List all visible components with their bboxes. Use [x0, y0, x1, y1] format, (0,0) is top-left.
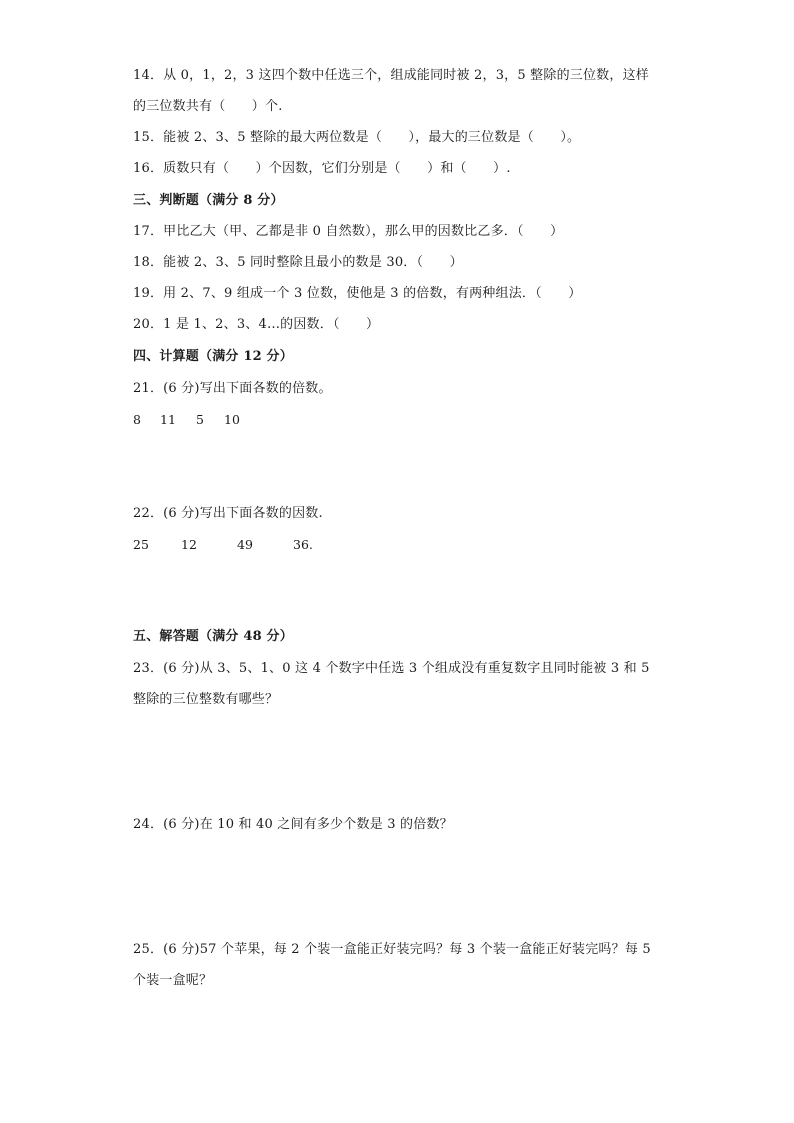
question-23-line-2: 整除的三位整数有哪些？: [133, 692, 279, 707]
question-22: 22．(6 分)写出下面各数的因数.: [133, 506, 323, 521]
section-heading-answers: 五、解答题（满分 48 分）: [133, 629, 293, 644]
question-24: 24．(6 分)在 10 和 40 之间有多少个数是 3 的倍数？: [133, 817, 453, 832]
question-14-line-2: 的三位数共有（ ）个.: [133, 99, 283, 114]
question-25-line-1: 25．(6 分)57 个苹果，每 2 个装一盒能正好装完吗？每 3 个装一盒能正好装完吗？每 5: [133, 942, 651, 957]
q22-number: 12: [181, 537, 197, 552]
section-heading-calculation: 四、计算题（满分 12 分）: [133, 349, 293, 364]
question-25-line-2: 个装一盒呢？: [133, 973, 213, 988]
question-17: 17．甲比乙大（甲、乙都是非 0 自然数），那么甲的因数比乙多．（ ）: [133, 224, 564, 239]
question-15: 15．能被 2、3、5 整除的最大两位数是（ ），最大的三位数是（ ）。: [133, 130, 581, 145]
question-16: 16．质数只有（ ）个因数，它们分别是（ ）和（ ）.: [133, 161, 511, 176]
q21-number: 5: [196, 412, 204, 427]
question-14-line-1: 14．从 0，1，2，3 这四个数中任选三个，组成能同时被 2，3，5 整除的三位数，这样: [133, 68, 649, 83]
section-heading-judgment: 三、判断题（满分 8 分）: [133, 193, 284, 208]
q22-number: 36.: [293, 537, 313, 552]
q21-number: 8: [133, 412, 141, 427]
question-23-line-1: 23．(6 分)从 3、5、1、0 这 4 个数字中任选 3 个组成没有重复数字且同时能被 3 和 5: [133, 661, 650, 676]
question-20: 20．1 是 1、2、3、4…的因数．（ ）: [133, 317, 380, 332]
q21-number: 11: [160, 412, 176, 427]
question-18: 18．能被 2、3、5 同时整除且最小的数是 30．（ ）: [133, 255, 463, 270]
q21-number: 10: [224, 412, 240, 427]
question-19: 19．用 2、7、9 组成一个 3 位数，使他是 3 的倍数，有两种组法．（ ）: [133, 286, 582, 301]
question-21: 21．(6 分)写出下面各数的倍数。: [133, 381, 332, 396]
q22-number: 25: [133, 537, 149, 552]
q22-number: 49: [237, 537, 253, 552]
